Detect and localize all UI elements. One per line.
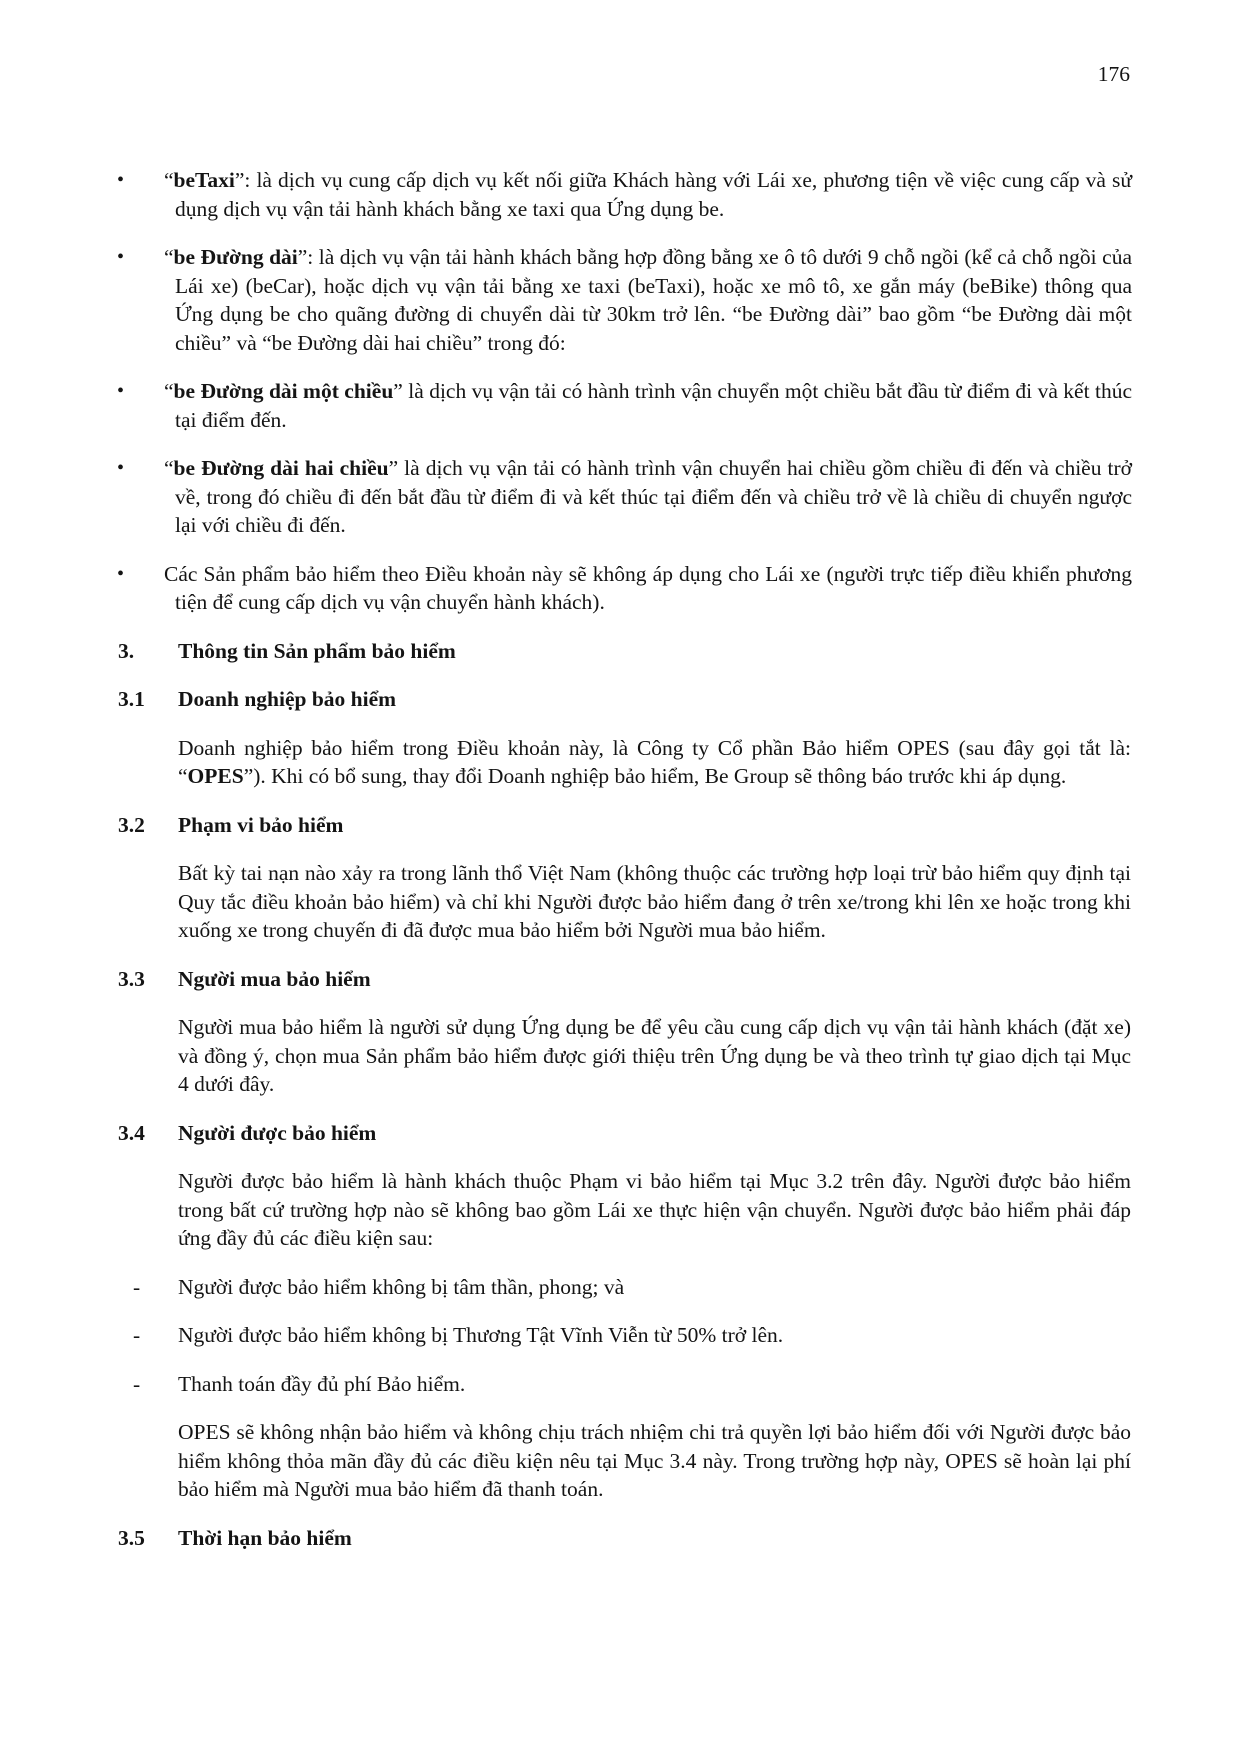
- term-bold: be Đường dài hai chiều: [173, 456, 389, 480]
- bullet-icon: •: [117, 246, 125, 268]
- section-number: 3.4: [118, 1120, 145, 1145]
- condition-text: Người được bảo hiểm không bị Thương Tật Vĩnh Viễn từ 50% trở lên.: [178, 1323, 784, 1347]
- term-bold: be Đường dài: [173, 245, 298, 269]
- bullet-icon: •: [117, 169, 125, 191]
- bullet-item-be-duong-dai: [0, 243, 1241, 357]
- bullet-icon: •: [117, 562, 125, 585]
- section-title: Người được bảo hiểm: [178, 1120, 377, 1145]
- paragraph-3-2: Bất kỳ tai nạn nào xảy ra trong lãnh thổ Việt Nam (không thuộc các trường hợp loại trừ bảo hiểm quy định tại Quy tắc điều khoản bảo hiểm) và chỉ khi Người được bảo hiểm đang ở trên xe/trong khi lên xe hoặc trong khi xuống xe trong chuyến đi đã được mua bảo hiểm bởi Người mua bảo hiểm.: [178, 861, 1131, 942]
- bullet-item-betaxi: [0, 166, 1241, 223]
- bullet-text: Các Sản phẩm bảo hiểm theo Điều khoản này sẽ không áp dụng cho Lái xe (người trực tiếp điều khiển phương tiện để cung cấp dịch vụ vận chuyển hành khách).: [164, 561, 1132, 614]
- section-heading-3-2: [0, 811, 1241, 840]
- condition-text: Thanh toán đầy đủ phí Bảo hiểm.: [178, 1371, 466, 1396]
- paragraph-3-4-note: OPES sẽ không nhận bảo hiểm và không chịu trách nhiệm chi trả quyền lợi bảo hiểm đối với Người được bảo hiểm không thỏa mãn đầy đủ các điều kiện nêu tại Mục 3.4 này. Trong trường hợp này, OPES sẽ hoàn lại phí bảo hiểm mà Người mua bảo hiểm đã thanh toán.: [178, 1420, 1131, 1501]
- condition-text: Người được bảo hiểm không bị tâm thần, phong; và: [178, 1274, 625, 1299]
- term-bold: beTaxi: [173, 168, 235, 192]
- section-number: 3.5: [118, 1525, 145, 1550]
- condition-item: [0, 1273, 1241, 1302]
- section-number: 3.3: [118, 966, 145, 991]
- bullet-text: “be Đường dài một chiều” là dịch vụ vận tải có hành trình vận chuyển một chiều bắt đầu từ điểm đi và kết thúc tại điểm đến.: [164, 379, 1133, 432]
- section-heading-3-3: [0, 965, 1241, 994]
- section-number: 3.2: [118, 812, 145, 837]
- section-heading-3: [0, 637, 1241, 666]
- paragraph-3-4: Người được bảo hiểm là hành khách thuộc Phạm vi bảo hiểm tại Mục 3.2 trên đây. Người được bảo hiểm trong bất cứ trường hợp nào sẽ không bao gồm Lái xe thực hiện vận chuyển. Người được bảo hiểm phải đáp ứng đầy đủ các điều kiện sau:: [178, 1169, 1131, 1250]
- section-heading-3-1: [0, 685, 1241, 714]
- bullet-icon: •: [117, 457, 125, 479]
- bullet-item-exclusion: [0, 560, 1241, 617]
- paragraph-3-3: Người mua bảo hiểm là người sử dụng Ứng dụng be để yêu cầu cung cấp dịch vụ vận tải hành khách (đặt xe) và đồng ý, chọn mua Sản phẩm bảo hiểm được giới thiệu trên Ứng dụng be và theo trình tự giao dịch tại Mục 4 dưới đây.: [178, 1015, 1131, 1096]
- section-title: Thông tin Sản phẩm bảo hiểm: [178, 638, 456, 663]
- term-bold: OPES: [187, 764, 244, 788]
- section-heading-3-5: [0, 1524, 1241, 1553]
- bullet-icon: •: [117, 380, 125, 402]
- bullet-text: “be Đường dài hai chiều” là dịch vụ vận tải có hành trình vận chuyển hai chiều gồm chiều đi đến và chiều trở về, trong đó chiều đi đến bắt đầu từ điểm đi và kết thúc tại điểm đến và chiều trở về là chiều di chuyển ngược lại với chiều đi đến.: [164, 456, 1132, 537]
- bullet-text: “beTaxi”: là dịch vụ cung cấp dịch vụ kết nối giữa Khách hàng với Lái xe, phương tiện về việc cung cấp và sử dụng dịch vụ vận tải hành khách bằng xe taxi qua Ứng dụng be.: [164, 168, 1132, 221]
- bullet-item-mot-chieu: [0, 377, 1241, 434]
- dash-icon: -: [133, 1323, 141, 1347]
- dash-icon: -: [133, 1371, 141, 1396]
- section-heading-3-4: [0, 1119, 1241, 1148]
- bullet-text: “be Đường dài”: là dịch vụ vận tải hành khách bằng hợp đồng bằng xe ô tô dưới 9 chỗ ngồi (kể cả chỗ ngồi của Lái xe) (beCar), hoặc dịch vụ vận tải bằng xe taxi (beTaxi), hoặc xe mô tô, xe gắn máy (beBike) thông qua Ứng dụng be cho quãng đường di chuyển dài từ 30km trở lên. “be Đường dài” bao gồm “be Đường dài một chiều” và “be Đường dài hai chiều” trong đó:: [164, 245, 1132, 355]
- condition-item: [0, 1321, 1241, 1350]
- section-title: Thời hạn bảo hiểm: [178, 1525, 352, 1550]
- bullet-item-hai-chieu: [0, 454, 1241, 540]
- section-number: 3.: [118, 638, 135, 663]
- page-number: 176: [1097, 62, 1130, 86]
- term-bold: be Đường dài một chiều: [173, 379, 394, 403]
- paragraph-3-1: Doanh nghiệp bảo hiểm trong Điều khoản này, là Công ty Cổ phần Bảo hiểm OPES (sau đây gọi tắt là: “OPES”). Khi có bổ sung, thay đổi Doanh nghiệp bảo hiểm, Be Group sẽ thông báo trước khi áp dụng.: [178, 735, 1131, 788]
- condition-item: [0, 1370, 1241, 1399]
- section-number: 3.1: [118, 687, 145, 711]
- dash-icon: -: [133, 1274, 141, 1299]
- section-title: Phạm vi bảo hiểm: [178, 812, 344, 837]
- section-title: Doanh nghiệp bảo hiểm: [178, 687, 397, 711]
- document-body: [0, 166, 1241, 1572]
- section-title: Người mua bảo hiểm: [178, 966, 371, 991]
